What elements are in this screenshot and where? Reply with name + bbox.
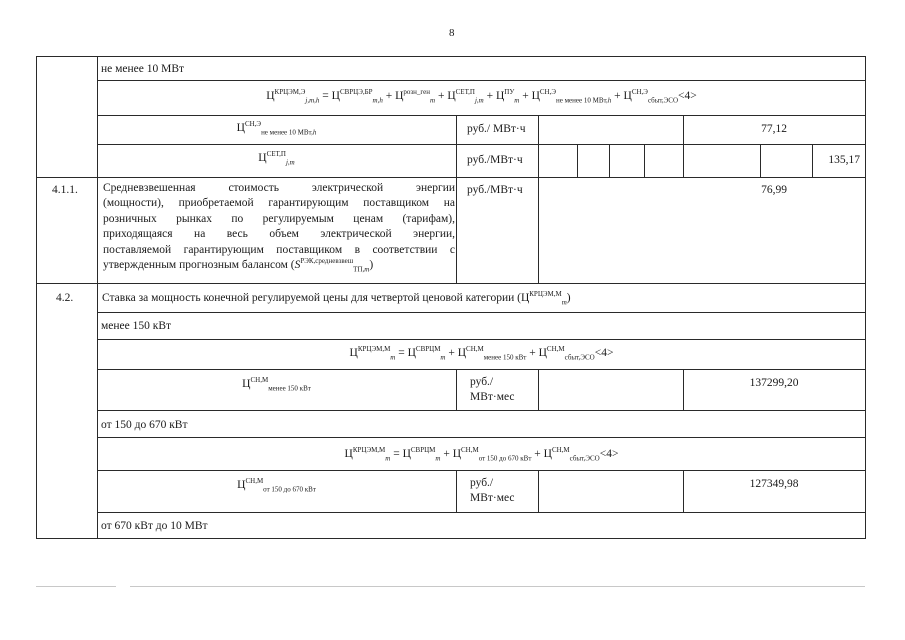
unit: руб./МВт·ч <box>467 154 523 166</box>
unit: руб./ МВт·ч <box>467 123 526 135</box>
value: 127349,98 <box>749 478 799 490</box>
row-divider <box>97 369 866 370</box>
description-line: Средневзвешенная стоимость электрической энергии <box>103 182 455 194</box>
unit: руб./ <box>470 376 494 388</box>
row-divider <box>36 177 866 178</box>
parameter-name: $Ц^{СН,М}_{менее 150 кВт}$ <box>242 376 311 393</box>
column-divider <box>538 369 539 411</box>
section-title: Ставка за мощность конечной регулируемой цены для четвертой ценовой категории $(Ц^{КРЦЭМ,М}_m)$ <box>102 290 571 307</box>
column-divider <box>456 115 457 283</box>
subsection-label: от 150 до 670 кВт <box>101 419 188 431</box>
formula: $Ц^{КРЦЭМ,М}_m = Ц^{СВРЦМ}_m + Ц^{СН,М}_{менее 150 кВт} + Ц^{СН,М}_{сбыт,ЭСО}<4>$ <box>349 345 614 362</box>
subsection-label: менее 150 кВт <box>101 320 172 332</box>
column-divider <box>538 470 539 513</box>
row-divider <box>36 283 866 284</box>
section-description <box>103 181 455 273</box>
subsection-label: не менее 10 МВт <box>101 63 185 75</box>
row-divider <box>97 339 866 340</box>
row-divider <box>97 470 866 471</box>
unit: руб./ <box>470 477 494 489</box>
row-divider <box>97 410 866 411</box>
value: 76,99 <box>761 184 787 196</box>
subsection-label: от 670 кВт до 10 МВт <box>101 520 208 532</box>
value: 137299,20 <box>749 377 799 389</box>
row-divider <box>97 437 866 438</box>
column-divider <box>456 470 457 513</box>
description-line: приходящаяся на весь объем электрической энергии, <box>103 228 455 241</box>
column-divider <box>644 144 645 178</box>
column-divider <box>456 369 457 411</box>
column-divider <box>760 144 761 178</box>
row-divider <box>97 80 866 81</box>
column-divider <box>609 144 610 178</box>
unit: МВт·мес <box>470 492 515 504</box>
footer-rule <box>36 586 116 587</box>
table-border-bottom <box>36 538 866 539</box>
section-number: 4.1.1. <box>52 184 78 196</box>
unit: руб./МВт·ч <box>467 184 523 196</box>
column-divider <box>683 144 684 178</box>
parameter-name: $Ц^{СЕТ,П}_{j,m}$ <box>258 150 295 167</box>
row-divider <box>97 312 866 313</box>
column-divider <box>577 144 578 178</box>
value: 135,17 <box>828 154 860 166</box>
row-divider <box>97 144 866 145</box>
footer-rule <box>130 586 865 587</box>
row-divider <box>97 512 866 513</box>
formula: $Ц^{КРЦЭМ,Э}_{j,m,h} = Ц^{СВРЦЭ,БР}_{m,h} + Ц^{розн\_ген}_m + Ц^{СЕТ,П}_{j,m} + Ц^{ПУ}_m + Ц^{СН,Э}_{не менее 10 МВт,h} + Ц^{СН,Э}_{сбыт,ЭСО}<4>$ <box>266 88 697 105</box>
unit: МВт·мес <box>470 391 515 403</box>
section-number: 4.2. <box>56 292 74 304</box>
column-divider <box>538 115 539 283</box>
table-border-right <box>865 56 866 539</box>
table-border-left <box>36 56 37 539</box>
page-number: 8 <box>449 27 455 39</box>
value: 77,12 <box>761 123 787 135</box>
description-line: утвержденным прогнозным балансом $(S^{РЭК,средневзвеш}_{ТП,m})$ <box>103 257 374 274</box>
description-line: поставляемой гарантирующим поставщиком в соответствии с <box>103 243 455 256</box>
table-border-top <box>36 56 866 57</box>
description-line: розничных рынках по регулируемым ценам (тарифам), <box>103 212 455 225</box>
parameter-name: $Ц^{СН,Э}_{не менее 10 МВт,h}$ <box>236 120 317 137</box>
formula: $Ц^{КРЦЭМ,М}_m = Ц^{СВРЦМ}_m + Ц^{СН,М}_{от 150 до 670 кВт} + Ц^{СН,М}_{сбыт,ЭСО}<4>$ <box>344 446 619 463</box>
row-divider <box>97 115 866 116</box>
parameter-name: $Ц^{СН,М}_{от 150 до 670 кВт}$ <box>237 477 316 494</box>
description-line: (мощности), приобретаемой гарантирующим поставщиком на <box>103 197 455 210</box>
